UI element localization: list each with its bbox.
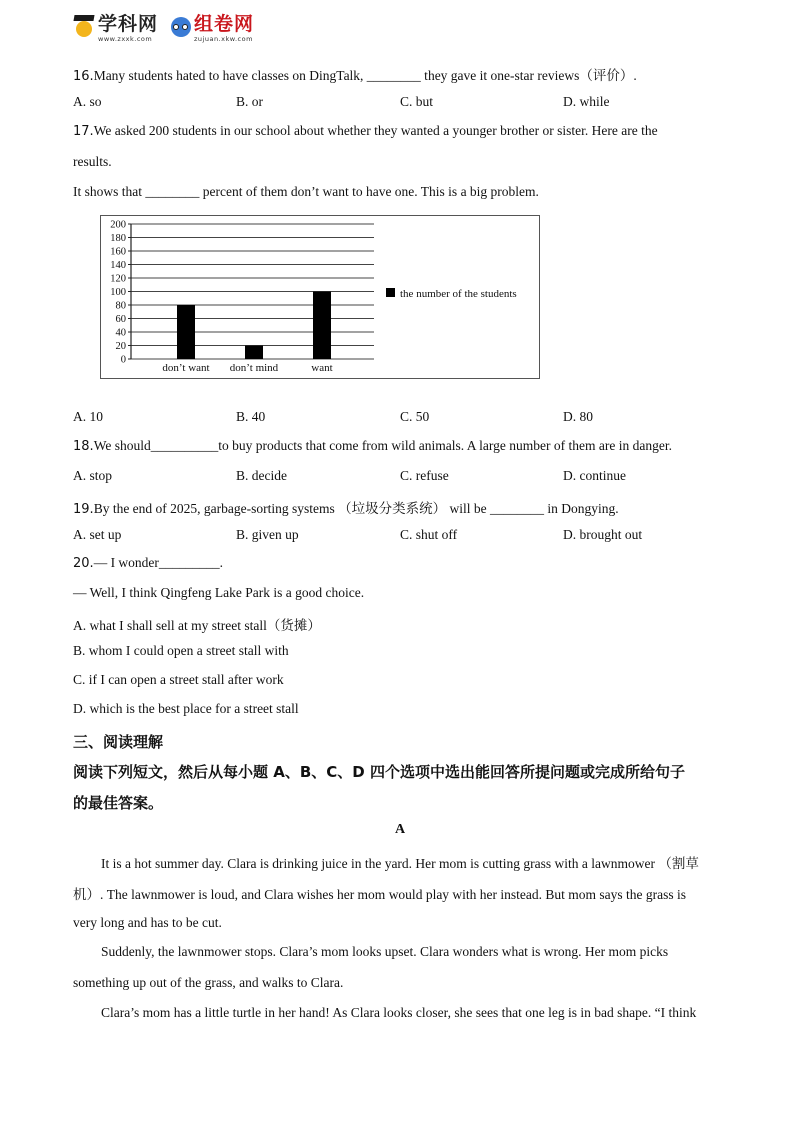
y-tick-label: 160 bbox=[110, 246, 126, 258]
q19-option-a: A. set up bbox=[73, 527, 122, 542]
zxxk-logo bbox=[72, 15, 158, 43]
bar bbox=[177, 305, 195, 359]
bar-chart-svg bbox=[101, 216, 539, 378]
q16-option-b: B. or bbox=[236, 94, 263, 109]
header-logos bbox=[72, 12, 266, 46]
q20-text2: — Well, I think Qingfeng Lake Park is a good choice. bbox=[73, 585, 365, 600]
section-title: 三、阅读理解 bbox=[73, 733, 164, 751]
bar bbox=[245, 346, 263, 360]
q20-option-d: D. which is the best place for a street stall bbox=[73, 701, 299, 716]
logo1-title: 学科网 bbox=[98, 13, 159, 36]
passage-line: It is a hot summer day. Clara is drinking juice in the yard. Her mom is cutting grass with a lawnmower （割草 bbox=[101, 856, 699, 871]
q20-number: 20. bbox=[73, 556, 94, 571]
bar-chart bbox=[100, 215, 540, 379]
q16-number: 16. bbox=[73, 69, 94, 84]
q17-number: 17. bbox=[73, 124, 94, 139]
owl-icon bbox=[170, 15, 192, 43]
y-tick-label: 80 bbox=[115, 300, 126, 312]
q17-text2: results. bbox=[73, 154, 112, 169]
x-tick-label: don’t mind bbox=[229, 362, 279, 374]
logo2-title: 组卷网 bbox=[194, 13, 255, 36]
q19-option-b: B. given up bbox=[236, 527, 299, 542]
q20-option-b: B. whom I could open a street stall with bbox=[73, 643, 289, 658]
q17-option-b: B. 40 bbox=[236, 409, 266, 424]
logo2-url: zujuan.xkw.com bbox=[194, 35, 253, 44]
y-tick-label: 100 bbox=[110, 287, 126, 298]
y-tick-label: 40 bbox=[115, 327, 126, 339]
logo1-url: www.zxxk.com bbox=[98, 35, 153, 44]
y-tick-label: 120 bbox=[110, 273, 126, 285]
legend-label: the number of the students bbox=[400, 288, 517, 300]
q18-text: We should__________to buy products that come from wild animals. A large number of them are in danger. bbox=[93, 438, 672, 453]
zujuan-logo bbox=[170, 15, 254, 43]
legend-swatch bbox=[386, 288, 395, 297]
q17-text3: It shows that ________ percent of them don’t want to have one. This is a big problem. bbox=[73, 184, 539, 199]
q20-text1: — I wonder_________. bbox=[93, 555, 224, 570]
q18-option-a: A. stop bbox=[73, 468, 113, 483]
passage-line: something up out of the grass, and walks to Clara. bbox=[73, 975, 344, 990]
x-tick-label: want bbox=[311, 362, 333, 374]
q19-option-c: C. shut off bbox=[400, 527, 458, 542]
q17-option-d: D. 80 bbox=[563, 409, 593, 424]
y-tick-label: 140 bbox=[110, 260, 126, 271]
q19-option-d: D. brought out bbox=[563, 527, 643, 542]
mascot-icon bbox=[72, 15, 96, 43]
q20-option-a: A. what I shall sell at my street stall（货摊） bbox=[73, 618, 321, 633]
x-tick-label: don’t want bbox=[162, 362, 210, 374]
q18-number: 18. bbox=[73, 439, 94, 454]
y-tick-label: 200 bbox=[110, 219, 126, 231]
y-tick-label: 180 bbox=[110, 233, 126, 244]
q16-option-c: C. but bbox=[400, 94, 434, 109]
passage-line: very long and has to be cut. bbox=[73, 915, 222, 930]
q19-stem bbox=[73, 497, 619, 517]
q16-text: Many students hated to have classes on DingTalk, ________ they gave it one-star reviews（评价）. bbox=[93, 68, 637, 83]
section-instructions-2: 的最佳答案。 bbox=[73, 794, 164, 812]
q16-option-a: A. so bbox=[73, 94, 102, 109]
q17-text1: We asked 200 students in our school about whether they wanted a younger brother or sister. Here are the bbox=[93, 123, 658, 138]
q20-option-c: C. if I can open a street stall after work bbox=[73, 672, 284, 687]
q19-text: By the end of 2025, garbage-sorting systems （垃圾分类系统） will be ________ in Dongying. bbox=[93, 501, 619, 516]
y-tick-label: 20 bbox=[115, 341, 126, 352]
q17-option-a: A. 10 bbox=[73, 409, 103, 424]
y-tick-label: 0 bbox=[120, 354, 126, 366]
bar bbox=[313, 292, 331, 360]
q18-option-d: D. continue bbox=[563, 468, 626, 483]
q17-option-c: C. 50 bbox=[400, 409, 430, 424]
q19-number: 19. bbox=[73, 502, 94, 517]
q17-stem bbox=[73, 123, 658, 139]
passage-title: A bbox=[394, 822, 406, 837]
y-tick-label: 60 bbox=[115, 314, 126, 325]
passage-line: 机）. The lawnmower is loud, and Clara wishes her mom would play with her instead. But mom says the grass is bbox=[73, 887, 687, 902]
q18-option-b: B. decide bbox=[236, 468, 287, 483]
passage-line: Clara’s mom has a little turtle in her hand! As Clara looks closer, she sees that one leg is in bad shape. “I think bbox=[101, 1005, 697, 1020]
q18-stem bbox=[73, 438, 672, 454]
q18-option-c: C. refuse bbox=[400, 468, 449, 483]
passage-line: Suddenly, the lawnmower stops. Clara’s mom looks upset. Clara wonders what is wrong. Her mom picks bbox=[101, 944, 669, 959]
q16-option-d: D. while bbox=[563, 94, 610, 109]
q16-stem bbox=[73, 64, 637, 84]
section-instructions-1: 阅读下列短文，然后从每小题 A、B、C、D 四个选项中选出能回答所提问题或完成所给句子 bbox=[73, 763, 685, 781]
q20-stem bbox=[73, 555, 223, 571]
